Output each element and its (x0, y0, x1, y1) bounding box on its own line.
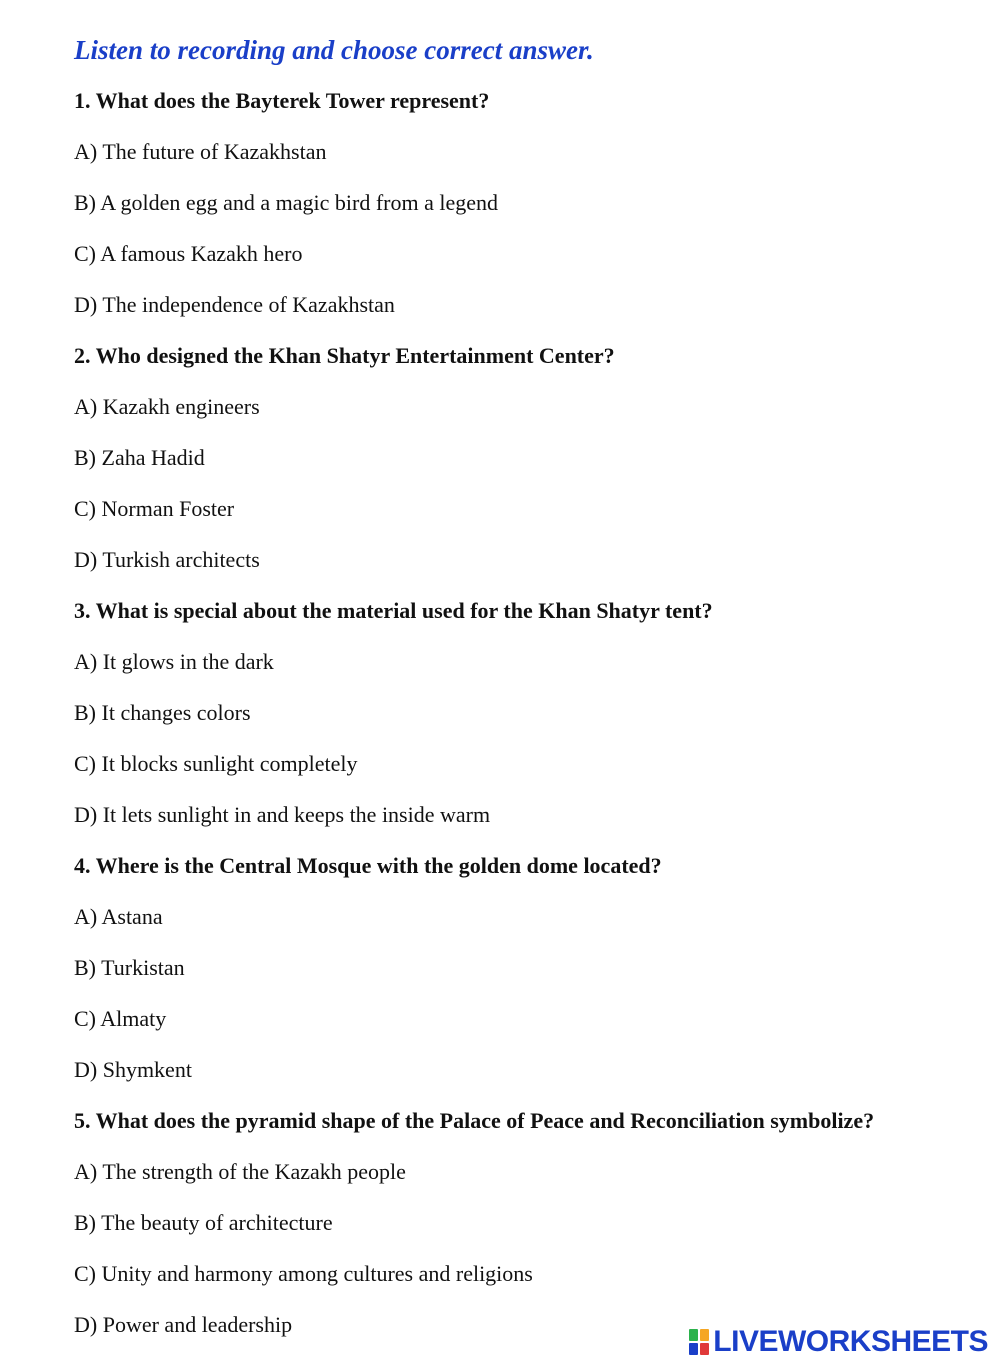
answer-option[interactable]: C) A famous Kazakh hero (74, 241, 303, 266)
question-block (74, 86, 974, 320)
brand-name: LIVEWORKSHEETS (713, 1325, 988, 1358)
answer-option[interactable]: A) The future of Kazakhstan (74, 139, 327, 164)
answer-option[interactable]: B) Zaha Hadid (74, 445, 205, 470)
liveworksheets-logo-icon (689, 1329, 709, 1355)
answer-option[interactable]: C) Norman Foster (74, 496, 235, 521)
answer-option[interactable]: A) Kazakh engineers (74, 394, 260, 419)
logo-square-1 (689, 1329, 698, 1341)
answer-option[interactable]: A) Astana (74, 904, 163, 929)
question-list (74, 86, 974, 1340)
answer-option[interactable]: B) Turkistan (74, 955, 185, 980)
answer-option[interactable]: D) Shymkent (74, 1057, 192, 1082)
logo-square-3 (689, 1343, 698, 1355)
answer-option[interactable]: C) It blocks sunlight completely (74, 751, 358, 776)
question-block (74, 341, 974, 575)
liveworksheets-brand[interactable] (689, 1325, 988, 1359)
question-block (74, 1106, 974, 1340)
logo-square-2 (700, 1329, 709, 1341)
answer-option[interactable]: A) It glows in the dark (74, 649, 274, 674)
answer-option[interactable]: B) The beauty of architecture (74, 1210, 333, 1235)
worksheet (74, 32, 974, 1361)
question-text: 3. What is special about the material used for the Khan Shatyr tent? (74, 598, 713, 623)
answer-option[interactable]: C) Unity and harmony among cultures and religions (74, 1261, 533, 1286)
answer-option[interactable]: B) A golden egg and a magic bird from a legend (74, 190, 498, 215)
answer-option[interactable]: A) The strength of the Kazakh people (74, 1159, 406, 1184)
question-text: 4. Where is the Central Mosque with the golden dome located? (74, 853, 662, 878)
answer-option[interactable]: D) The independence of Kazakhstan (74, 292, 395, 317)
logo-square-4 (700, 1343, 709, 1355)
answer-option[interactable]: D) Power and leadership (74, 1312, 293, 1337)
instruction-heading: Listen to recording and choose correct answer. (74, 35, 594, 65)
answer-option[interactable]: C) Almaty (74, 1006, 167, 1031)
answer-option[interactable]: B) It changes colors (74, 700, 251, 725)
question-text: 2. Who designed the Khan Shatyr Entertainment Center? (74, 343, 615, 368)
answer-option[interactable]: D) Turkish architects (74, 547, 260, 572)
question-text: 5. What does the pyramid shape of the Palace of Peace and Reconciliation symbolize? (74, 1108, 875, 1133)
question-text: 1. What does the Bayterek Tower represent? (74, 88, 490, 113)
answer-option[interactable]: D) It lets sunlight in and keeps the inside warm (74, 802, 491, 827)
question-block (74, 851, 974, 1085)
question-block (74, 596, 974, 830)
